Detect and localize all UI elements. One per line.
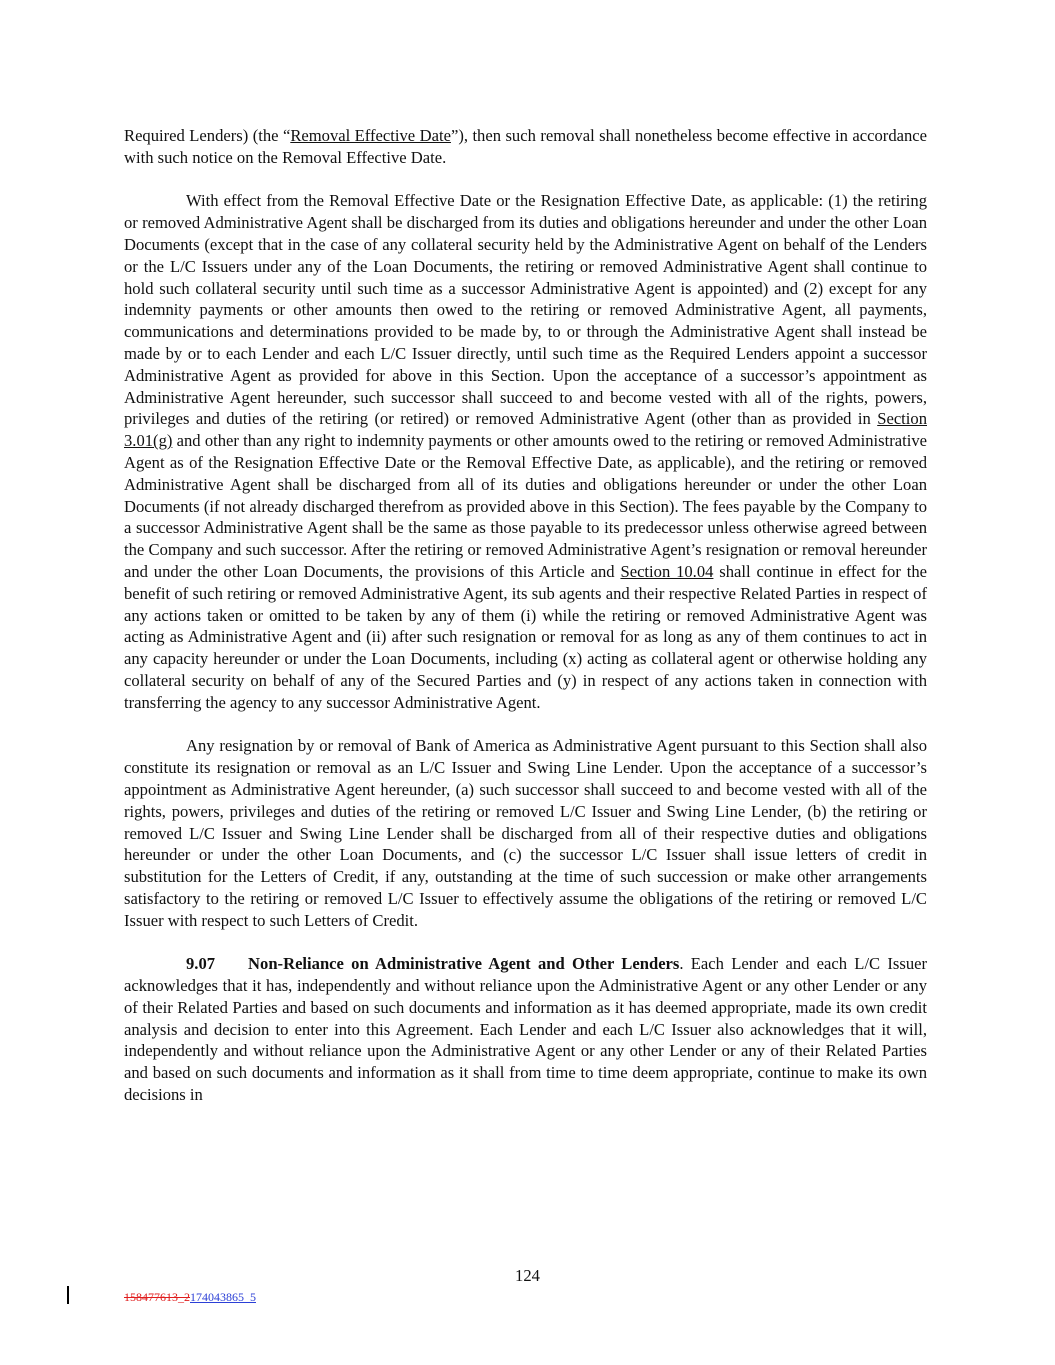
revision-change-bar — [67, 1286, 69, 1304]
text: Any resignation by or removal of Bank of America as Administrative Agent pursuant to this Section shall also constitute its resignation or removal as an L/C Issuer and Swing Line Lender. Upon the acceptance of a successor’s appointment as Administrative Agent hereunder, (a) such successor shall succeed to and become vested with all of the rights, powers, privileges and duties of the retiring or removed L/C Issuer and Swing Line Lender, (b) the retiring or removed L/C Issuer and Swing Line Lender shall be discharged from all of their respective duties and obligations hereunder or under the other Loan Documents, and (c) the successor L/C Issuer shall issue letters of credit in substitution for the Letters of Credit, if any, outstanding at the time of such succession or make other arrangements satisfactory to the retiring or removed L/C Issuer to effectively assume the obligations of the retiring or removed L/C Issuer with respect to such Letters of Credit. — [124, 736, 927, 930]
text: and other than any right to indemnity payments or other amounts owed to the retiring or removed Administrative Agent as of the Resignation Effective Date or the Removal Effective Date, as applicable), and the retiring or removed Administrative Agent shall be discharged from all of its duties and obligations hereunder or under the other Loan Documents (if not already discharged therefrom as provided above in this Section). The fees payable by the Company to a successor Administrative Agent shall be the same as those payable to its predecessor unless otherwise agreed between the Company and such successor. After the retiring or removed Administrative Agent’s resignation or removal hereunder and under the other Loan Documents, the provisions of this Article and — [124, 431, 927, 581]
text: With effect from the Removal Effective Date or the Resignation Effective Date, as applicable: (1) the retiring or removed Administrative Agent shall be discharged from its duties and obligations hereunder and under the other Loan Documents (except that in the case of any collateral security held by the Administrative Agent on behalf of the Lenders or the L/C Issuers under any of the Loan Documents, the retiring or removed Administrative Agent shall continue to hold such collateral security until such time as a successor Administrative Agent is appointed) and (2) except for any indemnity payments or other amounts then owed to the retiring or removed Administrative Agent, all payments, communications and determinations provided to be made by, to or through the Administrative Agent shall instead be made by or to each Lender and each L/C Issuer directly, until such time as the Required Lenders appoint a successor Administrative Agent as provided for above in this Section. Upon the acceptance of a successor’s appointment as Administrative Agent hereunder, such successor shall succeed to and become vested with all of the rights, powers, privileges and duties of the retiring (or retired) or removed Administrative Agent (other than as provided in — [124, 191, 927, 429]
section-reference-3-01-g: Section 3.01(g) — [124, 409, 927, 451]
paragraph-effect-of-removal — [124, 190, 927, 713]
text: Required Lenders) (the “ — [124, 126, 291, 145]
defined-term-removal-effective-date: Removal Effective Date — [290, 126, 451, 145]
text: shall continue in effect for the benefit of such retiring or removed Administrative Agent, its sub agents and their respective Related Parties in respect of any actions taken or omitted to be taken by any of them (i) while the retiring or removed Administrative Agent was acting as Administrative Agent and (ii) after such resignation or removal for as long as any of them continues to act in any capacity hereunder or under the Loan Documents, including (x) acting as collateral agent or otherwise holding any collateral security on behalf of any of the Secured Parties and (y) in respect of any actions taken in connection with transferring the agency to any successor Administrative Agent. — [124, 561, 928, 712]
document-id-inserted: 174043865_5 — [190, 1290, 256, 1304]
page-number: 124 — [515, 1266, 540, 1285]
footer-document-id — [124, 1290, 256, 1304]
paragraph-section-9-07 — [124, 953, 927, 1106]
section-reference-10-04: Section 10.04 — [620, 561, 714, 581]
document-id-deleted: 158477613_2 — [124, 1290, 190, 1304]
section-number: 9.07 — [186, 954, 216, 974]
text: . Each Lender and each L/C Issuer acknowledges that it has, independently and without reliance upon the Administrative Agent or any other Lender or any of their Related Parties and based on such documents and information as it has deemed appropriate, made its own credit analysis and decision to enter into this Agreement. Each Lender and each L/C Issuer also acknowledges that it will, independently and without reliance upon the Administrative Agent or any other Lender or any of their Related Parties and based on such documents and information as it shall from time to time deem appropriate, continue to make its own decisions in — [124, 954, 928, 1105]
document-body — [124, 125, 927, 1128]
paragraph-removal-effective-date — [124, 125, 927, 169]
paragraph-bank-of-america-resignation — [124, 735, 927, 931]
section-heading: Non-Reliance on Administrative Agent and Other Lenders — [248, 954, 680, 974]
text: ”), then such removal shall nonetheless become effective in accordance with such notice on the Removal Effective Date. — [124, 126, 928, 167]
